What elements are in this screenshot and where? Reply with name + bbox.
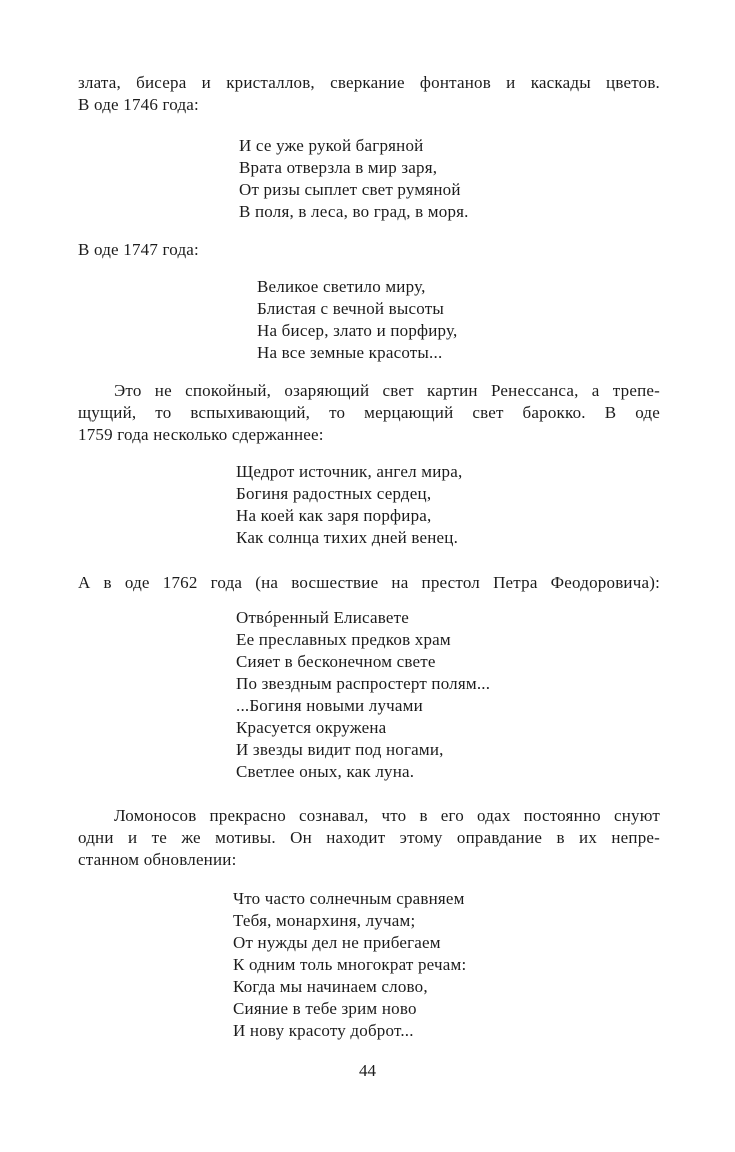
verse-line: Красуется окружена (236, 718, 387, 737)
paragraph-3 (78, 380, 660, 446)
verse-line: Сияние в тебе зрим ново (233, 999, 417, 1018)
verse-line: От ризы сыплет свет румяной (239, 180, 461, 199)
paragraph-5 (78, 805, 660, 871)
verse-line: Тебя, монархиня, лучам; (233, 911, 416, 930)
text-line: станном обновлении: (78, 850, 237, 869)
verse-line: Великое светило миру, (257, 277, 426, 296)
verse-line: На коей как заря порфира, (236, 506, 432, 525)
verse-line: К одним толь многократ речам: (233, 955, 467, 974)
verse-line: Что часто солнечным сравняем (233, 889, 465, 908)
text-line: злата, бисера и кристаллов, сверкание фонтанов и каскады цветов. (78, 73, 660, 92)
paragraph-4 (78, 572, 660, 594)
page-number: 44 (359, 1061, 376, 1080)
verse-line: ...Богиня новыми лучами (236, 696, 423, 715)
verse-line: И звезды видит под ногами, (236, 740, 444, 759)
text-line: В оде 1747 года: (78, 240, 199, 259)
paragraph-2 (78, 239, 660, 261)
verse-line: Отвóренный Елисавете (236, 608, 409, 627)
verse-line: На бисер, злато и порфиру, (257, 321, 458, 340)
verse-1 (239, 135, 469, 223)
verse-5 (233, 888, 466, 1042)
text-line: Ломоносов прекрасно сознавал, что в его одах постоянно снуют (114, 806, 660, 825)
verse-line: И нову красоту доброт... (233, 1021, 414, 1040)
verse-line: Щедрот источник, ангел мира, (236, 462, 463, 481)
text-line: щущий, то вспыхивающий, то мерцающий свет барокко. В оде (78, 403, 660, 422)
paragraph-1 (78, 72, 660, 116)
verse-line: По звездным распростерт полям... (236, 674, 491, 693)
verse-line: Как солнца тихих дней венец. (236, 528, 459, 547)
verse-line: На все земные красоты... (257, 343, 443, 362)
text-line: одни и те же мотивы. Он находит этому оправдание в их непре- (78, 828, 660, 847)
verse-line: Сияет в бесконечном свете (236, 652, 436, 671)
verse-4 (236, 607, 490, 783)
text-line: А в оде 1762 года (на восшествие на престол Петра Феодоровича): (78, 573, 660, 592)
verse-line: И се уже рукой багряной (239, 136, 424, 155)
text-line: Это не спокойный, озаряющий свет картин Ренессанса, а трепе- (114, 381, 660, 400)
verse-line: Светлее оных, как луна. (236, 762, 415, 781)
verse-line: Ее преславных предков храм (236, 630, 451, 649)
verse-line: Врата отверзла в мир заря, (239, 158, 438, 177)
text-line: 1759 года несколько сдержаннее: (78, 425, 324, 444)
verse-2 (257, 276, 457, 364)
text-line: В оде 1746 года: (78, 95, 199, 114)
verse-line: В поля, в леса, во град, в моря. (239, 202, 469, 221)
verse-3 (236, 461, 462, 549)
verse-line: Богиня радостных сердец, (236, 484, 432, 503)
verse-line: От нужды дел не прибегаем (233, 933, 441, 952)
verse-line: Блистая с вечной высоты (257, 299, 444, 318)
verse-line: Когда мы начинаем слово, (233, 977, 428, 996)
